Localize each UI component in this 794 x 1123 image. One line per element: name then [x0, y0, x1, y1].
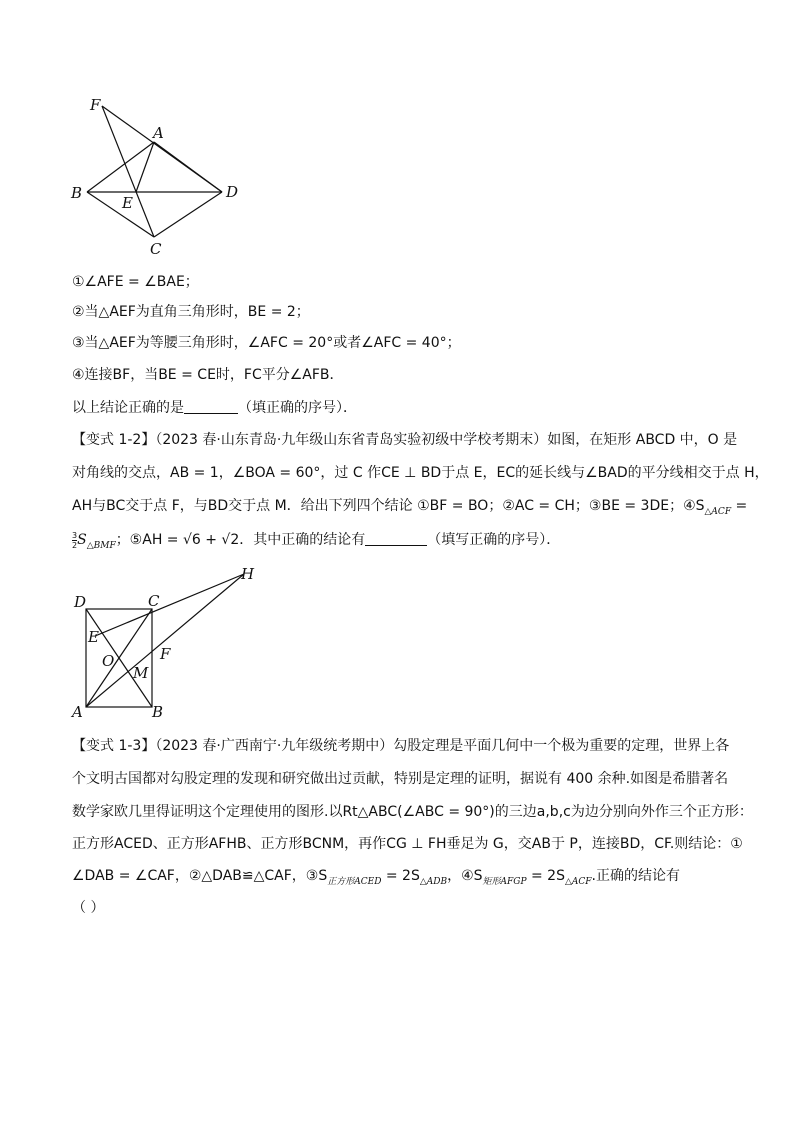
- problem-1-question: [72, 398, 357, 418]
- fig2-label-c: C: [148, 592, 160, 610]
- v12-line3-subscript: △ACF: [704, 506, 732, 517]
- conclusion-2: ②当△AEF为直角三角形时，BE = 2；: [72, 304, 310, 320]
- v13-sub-adb: △ADB: [419, 876, 448, 887]
- figure-2-lines: [86, 574, 244, 707]
- variant-1-3-line-4: 正方形ACED、正方形AFHB、正方形BCNM，再作CG ⊥ FH垂足为 G，交AB于 P，连接BD，CF.则结论：①: [72, 836, 743, 852]
- v12-line4-end: （填写正确的序号）．: [427, 532, 561, 548]
- fig2-label-f: F: [160, 645, 171, 663]
- answer-blank: [184, 399, 238, 414]
- v13-line5-d: = 2S: [526, 868, 565, 884]
- conclusion-3: ③当△AEF为等腰三角形时，∠AFC = 20°或者∠AFC = 40°；: [72, 335, 461, 351]
- fig2-label-b: B: [152, 703, 164, 721]
- v13-line5-e: .正确的结论有: [591, 868, 680, 884]
- variant-1-3-line-3: 数学家欧几里得证明这个定理使用的图形.以Rt△ABC(∠ABC = 90°)的三边a,b,c为边分别向外作三个正方形：: [72, 804, 753, 820]
- v12-line3-text: AH与BC交于点 F，与BD交于点 M．给出下列四个结论 ①BF = BO；②AC = CH；③BE = 3DE；④S: [72, 498, 705, 514]
- figure-2-rectangle-diagram: [66, 562, 266, 722]
- variant-1-3-line-1: 【变式 1-3】（2023 春·广西南宁·九年级统考期中）勾股定理是平面几何中一个极为重要的定理，世界上各: [72, 738, 730, 754]
- v13-line5-b: = 2S: [381, 868, 420, 884]
- v13-sub-square: 正方形ACED: [327, 876, 382, 887]
- fig1-label-a: A: [153, 124, 164, 142]
- variant-1-3-line-2: 个文明古国都对勾股定理的发现和研究做出过贡献，特别是定理的证明，据说有 400 余种.如图是希腊著名: [72, 771, 729, 787]
- fig2-label-h: H: [241, 565, 255, 583]
- fraction-denominator: 2: [72, 540, 78, 550]
- answer-blank-2: [365, 531, 427, 546]
- v13-line5-a: ∠DAB = ∠CAF，②△DAB≌△CAF，③S: [72, 868, 328, 884]
- variant-1-3-answer-parens: （ ）: [72, 900, 105, 916]
- fig2-label-m: M: [133, 664, 149, 682]
- v12-line3-equals: =: [731, 498, 748, 514]
- fig2-label-d: D: [74, 593, 87, 611]
- variant-1-2-line-3: [72, 496, 747, 522]
- variant-1-2-line-2: 对角线的交点，AB = 1，∠BOA = 60°，过 C 作CE ⊥ BD于点 E，EC的延长线与∠BAD的平分线相交于点 H，: [72, 465, 769, 481]
- v12-area-s: S: [77, 532, 87, 548]
- fig1-label-f: F: [90, 96, 101, 114]
- v13-sub-acf: △ACF: [564, 876, 592, 887]
- fig2-label-a: A: [72, 703, 83, 721]
- fig1-label-b: B: [71, 184, 83, 202]
- v12-line4-subscript: △BMF: [86, 540, 116, 551]
- question-prefix: 以上结论正确的是: [72, 400, 184, 416]
- variant-1-2-line-1: 【变式 1-2】（2023 春·山东青岛·九年级山东省青岛实验初级中学校考期末）如图，在矩形 ABCD 中，O 是: [72, 432, 738, 448]
- conclusion-1: ①∠AFE = ∠BAE；: [72, 274, 199, 290]
- conclusion-4: ④连接BF，当BE = CE时，FC平分∠AFB．: [72, 367, 344, 383]
- v13-sub-rect: 矩形AFGP: [482, 876, 527, 887]
- fig1-label-c: C: [150, 240, 162, 258]
- fig1-label-e: E: [122, 194, 133, 212]
- question-suffix: （填正确的序号）．: [238, 400, 357, 416]
- fraction-numerator: 3: [72, 530, 78, 540]
- fig1-label-d: D: [226, 183, 239, 201]
- v13-line5-c: ，④S: [447, 868, 483, 884]
- fig2-label-e: E: [88, 628, 99, 646]
- v12-line4-text: ；⑤AH = √6 + √2．其中正确的结论有: [115, 532, 366, 548]
- variant-1-2-line-4: [72, 530, 560, 556]
- variant-1-3-line-5: [72, 866, 680, 892]
- fig2-label-o: O: [102, 652, 115, 670]
- figure-1-quadrilateral-diagram: [66, 92, 256, 262]
